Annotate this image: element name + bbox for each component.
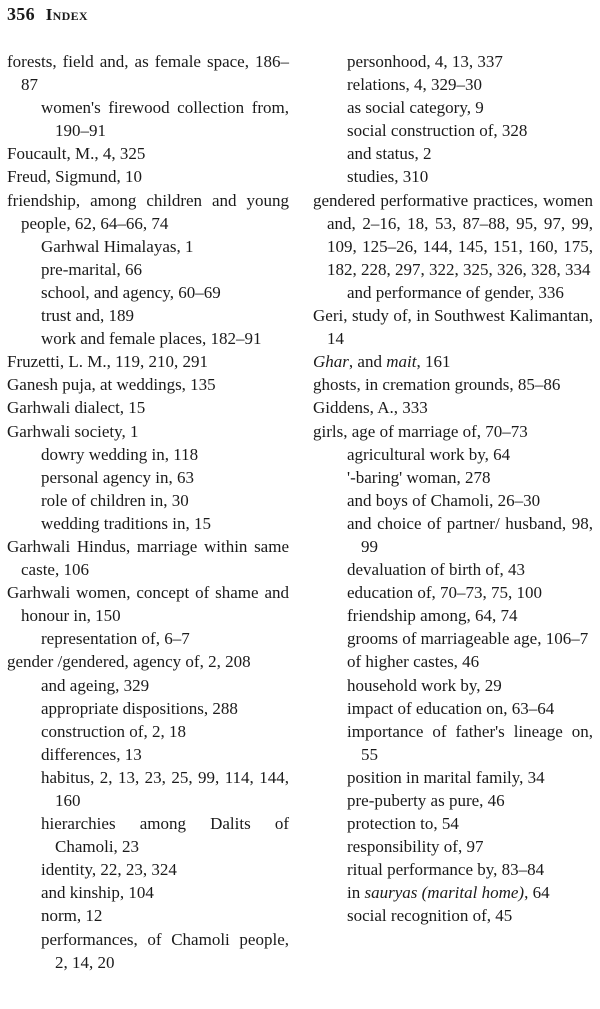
entry-text: Freud, Sigmund, 10 xyxy=(7,167,143,187)
index-subentry xyxy=(313,558,593,581)
entry-text: as social category, 9 xyxy=(347,98,484,118)
index-entry xyxy=(7,650,289,673)
index-subentry xyxy=(313,858,593,881)
entry-text: girls, age of marriage of, 70–73 xyxy=(313,421,528,441)
entry-text: responsibility of, 97 xyxy=(347,837,484,857)
entry-text: of higher castes, 46 xyxy=(347,652,480,672)
index-subentry xyxy=(7,766,289,812)
index-subentry xyxy=(313,604,593,627)
index-entry xyxy=(313,350,593,373)
entry-text: and boys of Chamoli, 26–30 xyxy=(347,490,541,510)
index-subentry xyxy=(7,304,289,327)
index-subentry xyxy=(7,928,289,974)
section-title: Index xyxy=(45,5,88,24)
index-subentry xyxy=(313,650,593,673)
entry-italic-term: Ghar xyxy=(313,352,349,372)
entry-text: trust and, 189 xyxy=(41,306,135,326)
entry-text: friendship, among children and young people, 62, 64–66, 74 xyxy=(7,190,289,233)
entry-text: studies, 310 xyxy=(347,167,429,187)
running-head xyxy=(7,4,88,25)
entry-text: pre-puberty as pure, 46 xyxy=(347,791,505,810)
index-subentry xyxy=(7,235,289,258)
index-subentry xyxy=(7,466,289,489)
index-subentry xyxy=(313,443,593,466)
index-entry xyxy=(7,350,289,373)
index-subentry xyxy=(7,512,289,535)
entry-text: performances, of Chamoli people, 2, 14, 20 xyxy=(41,929,289,972)
entry-text: and choice of partner/ husband, 98, 99 xyxy=(347,513,593,556)
entry-text: norm, 12 xyxy=(41,906,103,926)
index-subentry xyxy=(7,627,289,650)
index-subentry xyxy=(7,674,289,697)
entry-text: personal agency in, 63 xyxy=(41,467,194,487)
index-subentry xyxy=(313,674,593,697)
index-entry xyxy=(7,420,289,443)
index-subentry xyxy=(7,881,289,904)
index-subentry xyxy=(7,858,289,881)
index-subentry xyxy=(313,904,593,927)
entry-connector: , and xyxy=(348,352,387,372)
entry-text: differences, 13 xyxy=(41,744,142,764)
index-subentry xyxy=(313,489,593,512)
entry-text: Garhwali dialect, 15 xyxy=(7,398,146,418)
index-column-right xyxy=(313,50,593,928)
index-entry xyxy=(7,50,289,96)
index-entry xyxy=(313,373,593,396)
entry-text: Garhwal Himalayas, 1 xyxy=(41,236,194,256)
index-subentry xyxy=(313,466,593,489)
entry-text: grooms of marriageable age, 106–7 xyxy=(347,629,589,649)
index-subentry xyxy=(7,327,289,350)
index-subentry xyxy=(313,789,593,812)
entry-text: dowry wedding in, 118 xyxy=(41,444,199,464)
index-subentry xyxy=(313,697,593,720)
entry-text: personhood, 4, 13, 337 xyxy=(347,52,503,71)
index-subentry xyxy=(313,720,593,766)
entry-text: social recognition of, 45 xyxy=(347,906,513,926)
entry-text: social construction of, 328 xyxy=(347,121,528,141)
index-subentry xyxy=(313,581,593,604)
entry-italic-term: mait xyxy=(386,352,417,372)
index-subentry xyxy=(7,720,289,743)
entry-text: protection to, 54 xyxy=(347,814,459,834)
index-entry xyxy=(7,373,289,396)
entry-text: relations, 4, 329–30 xyxy=(347,75,483,95)
index-subentry xyxy=(7,812,289,858)
index-subentry xyxy=(313,281,593,304)
index-entry xyxy=(7,189,289,235)
index-subentry xyxy=(7,697,289,720)
index-subentry xyxy=(313,119,593,142)
index-entry xyxy=(7,535,289,581)
entry-text: ritual performance by, 83–84 xyxy=(347,860,545,880)
entry-text: gender /gendered, agency of, 2, 208 xyxy=(7,652,251,672)
entry-text: identity, 22, 23, 324 xyxy=(41,860,177,880)
entry-text: and ageing, 329 xyxy=(41,675,150,695)
entry-text: education of, 70–73, 75, 100 xyxy=(347,583,542,603)
index-entry xyxy=(7,165,289,188)
index-subentry xyxy=(7,904,289,927)
entry-text: role of children in, 30 xyxy=(41,490,189,510)
entry-text: importance of father's lineage on, 55 xyxy=(347,721,593,764)
entry-text: and kinship, 104 xyxy=(41,883,154,903)
entry-text: '-baring' woman, 278 xyxy=(347,467,491,487)
entry-text: Garhwali Hindus, marriage within same caste, 106 xyxy=(7,536,289,580)
page-number: 356 xyxy=(7,4,35,24)
entry-text: school, and agency, 60–69 xyxy=(41,282,221,302)
entry-text: and status, 2 xyxy=(347,144,432,164)
index-subentry xyxy=(313,165,593,188)
index-subentry xyxy=(7,743,289,766)
entry-text: wedding traditions in, 15 xyxy=(41,513,211,533)
entry-text: household work by, 29 xyxy=(347,675,502,695)
entry-text: devaluation of birth of, 43 xyxy=(347,560,525,580)
index-subentry xyxy=(7,281,289,304)
entry-text: Fruzetti, L. M., 119, 210, 291 xyxy=(7,352,208,372)
index-column-left xyxy=(7,50,289,974)
index-entry xyxy=(313,189,593,281)
index-subentry xyxy=(313,881,593,904)
index-subentry xyxy=(7,258,289,281)
entry-text: Foucault, M., 4, 325 xyxy=(7,144,146,164)
entry-text: forests, field and, as female space, 186–87 xyxy=(7,52,289,95)
entry-text: friendship among, 64, 74 xyxy=(347,606,518,626)
entry-text: Garhwali women, concept of shame and honour in, 150 xyxy=(7,583,289,626)
entry-text: gendered performative practices, women and, 2–16, 18, 53, 87–88, 95, 97, 99, 109, 125–26, 144, 145, 151, 160, 175, 182, 228, 297, 322, 325, 326, 328, 334 xyxy=(313,190,593,279)
index-subentry xyxy=(313,766,593,789)
index-entry xyxy=(313,396,593,419)
index-subentry xyxy=(313,835,593,858)
index-subentry xyxy=(313,142,593,165)
entry-text: and performance of gender, 336 xyxy=(347,282,564,302)
entry-text: appropriate dispositions, 288 xyxy=(41,698,238,718)
index-entry xyxy=(313,420,593,443)
index-subentry xyxy=(313,512,593,558)
index-entry xyxy=(313,304,593,350)
entry-prefix: in xyxy=(347,883,365,903)
entry-text: women's firewood collection from, 190–91 xyxy=(41,98,289,141)
entry-text: representation of, 6–7 xyxy=(41,629,190,649)
entry-text: pre-marital, 66 xyxy=(41,259,143,279)
entry-text: hierarchies among Dalits of Chamoli, 23 xyxy=(41,814,289,857)
index-subentry xyxy=(313,627,593,650)
entry-text: Garhwali society, 1 xyxy=(7,421,139,441)
entry-text: , 161 xyxy=(416,352,451,372)
index-subentry xyxy=(313,96,593,119)
entry-text: habitus, 2, 13, 23, 25, 99, 114, 144, 160 xyxy=(41,767,289,810)
index-entry xyxy=(7,396,289,419)
entry-italic-term: sauryas (marital home) xyxy=(364,883,525,903)
entry-text: Geri, study of, in Southwest Kalimantan, 14 xyxy=(313,306,593,349)
entry-text: agricultural work by, 64 xyxy=(347,444,511,464)
index-subentry xyxy=(313,812,593,835)
entry-text: impact of education on, 63–64 xyxy=(347,698,555,718)
entry-text: construction of, 2, 18 xyxy=(41,721,186,741)
entry-text: Ganesh puja, at weddings, 135 xyxy=(7,375,216,395)
entry-text: position in marital family, 34 xyxy=(347,767,545,787)
entry-text: ghosts, in cremation grounds, 85–86 xyxy=(313,375,561,395)
index-subentry xyxy=(7,443,289,466)
index-subentry xyxy=(7,96,289,142)
index-subentry xyxy=(313,50,593,73)
entry-text: work and female places, 182–91 xyxy=(41,329,262,349)
entry-text: Giddens, A., 333 xyxy=(313,398,428,418)
index-entry xyxy=(7,581,289,627)
index-subentry xyxy=(7,489,289,512)
index-subentry xyxy=(313,73,593,96)
index-entry xyxy=(7,142,289,165)
entry-text: , 64 xyxy=(524,883,550,903)
